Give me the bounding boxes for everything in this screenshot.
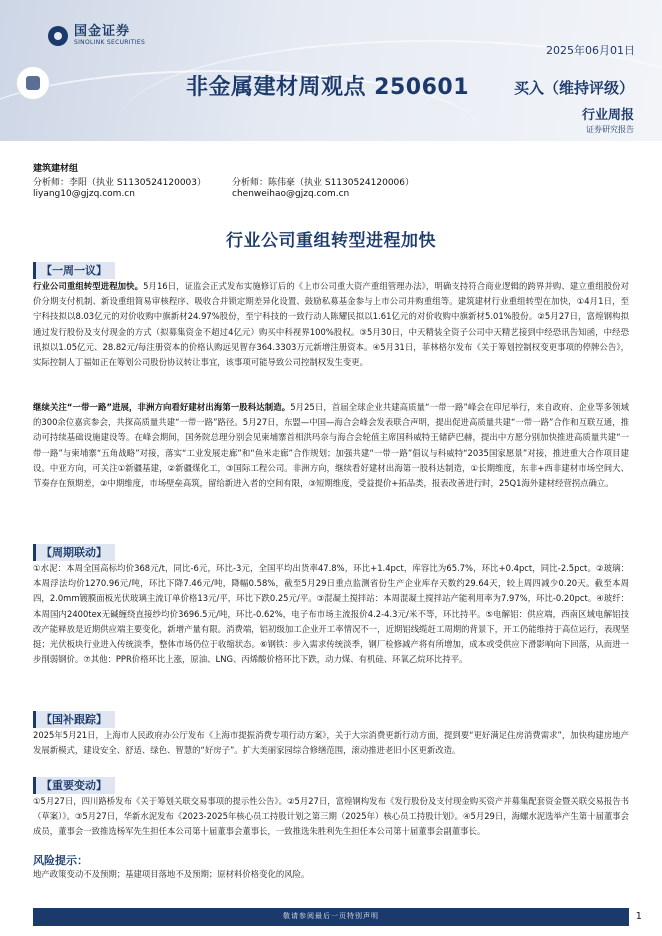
footer-bar (33, 908, 629, 926)
paragraph-subsidy: 2025年5月21日，上海市人民政府办公厅发布《上海市提振消费专项行动方案》，关于大宗消费更新行动方面，提到要“更好满足住房消费需求”，加快构建房地产发展新模式，建设安全、舒适、绿色、智慧的“好房子”。扩大美丽家园综合修缮范围，滚动推进老旧小区更新改造。 (33, 730, 629, 756)
section-key-changes: 【重要变动】 (33, 777, 115, 794)
report-date: 2025年06月01日 (546, 44, 635, 57)
paragraph-cycle: ①水泥：本周全国高标均价368元/t，同比-6元，环比-3元，全国平均出货率47.8%，环比+1.4pct，库容比为65.7%，环比+0.4pct，同比-2.5pct。②玻璃：本周浮法均价1270.96元/吨，环比下降7.46元/吨，降幅0.58%，截至5月29日重点监测省份生产企业库存天数约29.64天，较上周四减少0.20天。截至本周四，2.0mm镀膜面板光伏玻璃主流订单价格13元/平，环比下跌0.25元/平。③混凝土搅拌站：本周混凝土搅拌站产能利用率为7.97%，环比-0.20pct。④玻纤：本周国内2400tex无碱缠绕直接纱均价3696.5元/吨，环比-0.62%，电子布市场主流报价4.2-4.3元/米不等，环比持平。⑤电解铝：供应端，西南区域电解铝技改产能释放是近期供应端主要变化，新增产量有限。消费端，铝初级加工企业开工率情况不一，近期铝线缆赶工周期的背景下，开工仍能维持于高位运行，表现坚挺；光伏板块行业进入传统淡季，整体市场仍位于收缩状态。⑥钢铁：步入需求传统淡季，钢厂检修减产将有所增加，成本或受供应下滑影响向下回落，从而进一步削弱钢价。⑦其他：PPR价格环比上涨，原油、LNG、丙烯酸价格环比下跌，动力煤、有机硅、环氧乙烷环比持平。 (33, 563, 629, 665)
paragraph-lead: 行业公司重组转型进程加快。 (33, 281, 144, 291)
report-title: 非金属建材周观点 250601 (186, 75, 470, 100)
report-subtitle: 证券研究报告 (586, 125, 634, 134)
risk-heading: 风险提示： (33, 854, 88, 867)
logo-icon (48, 26, 68, 46)
paragraph-body: 5月16日，证监会正式发布实施修订后的《上市公司重大资产重组管理办法》，明确支持符合商业逻辑的跨界并购、建立重组股份对价分期支付机制、新设重组简易审核程序、吸收合并锁定期差异化设置、鼓励私募基金参与上市公司并购重组等。建筑建材行业重组转型在加快，①4月1日，至宁科技拟以8.03亿元的对价收购中旗新材24.97%股份，至宁科技的一致行动人陈耀民拟以1.61亿元的对价收购中旗新材5.01%股份。②5月27日，富煌钢构拟通过发行股份及支付现金的方式（拟募集资金不超过4亿元）购买中科视界100%股权。③5月30日，中天精装全资子公司中天精艺接到中经恐讯告知函，中经恐讯拟以1.05亿元、28.82元/每注册资本的价格认购远见智存364.3303万元新增注册资本。④5月31日，菲林格尔发布《关于筹划控制权变更事项的停牌公告》，实际控制人丁福如正在筹划公司股份协议转让事宜，该事项可能导致公司控制权发生变更。 (33, 281, 630, 368)
analyst-2-email[interactable]: chenweihao@gjzq.com.cn (232, 189, 350, 199)
section-cycle-linkage: 【周期联动】 (33, 544, 115, 561)
team-name: 建筑建材组 (33, 164, 79, 174)
analyst-2: 分析师：陈伟豪（执业 S1130524120006） (232, 178, 415, 188)
report-header (0, 0, 662, 141)
section-weekly-topic: 【一周一议】 (33, 262, 115, 279)
page-number: 1 (635, 911, 642, 922)
analyst-1-email[interactable]: liyang10@gjzq.com.cn (33, 189, 135, 199)
report-type: 行业周报 (581, 108, 634, 123)
document-title: 行业公司重组转型进程加快 (226, 231, 436, 251)
disclaimer-note: 敬请参阅最后一页特别声明 (283, 912, 379, 920)
paragraph-belt-road (33, 400, 629, 491)
rating-label: 买入（维持评级） (513, 79, 634, 97)
paragraph-body: 5月25日，首届全球企业共建高质量“一带一路”峰会在印尼举行，来自政府、企业等多领域的300余位嘉宾参会，共探高质量共建“一带一路”路径。5月27日，东盟—中国—海合会峰会发表联合声明，提出促进高质量共建“一带一路”合作和互联互通，推动可持续基础设施建设等。在峰会期间，国务院总理分别会见柬埔寨首相洪玛奈与海合会轮值主席国科威特王储萨巴赫，提出中方愿分别加快推进高质量共建“一带一路”与柬埔寨“五角战略”对接，落实“工业发展走廊”和“鱼米走廊”合作规划；加强共建“一带一路”倡议与科威特“2035国家愿景”对接，推进重大合作项目建设。中亚方向，可关注①新疆基建，②新疆煤化工，③国际工程公司。非洲方向，继续看好建材出海第一股科达制造，①长期维度，东非+西非建材市场空间大、节奏存在预期差，②中期维度，市场壁垒高筑，留给新进入者的空间有限，③短期维度，受益提价+拓品类，报表改善进行时，25Q1海外建材经营拐点确立。 (33, 402, 629, 489)
paragraph-changes: ①5月27日，四川路桥发布《关于筹划关联交易事项的提示性公告》。②5月27日，富煌钢构发布《发行股份及支付现金购买资产并募集配套资金暨关联交易报告书（草案）》。③5月27日，华新水泥发布《2023-2025年核心员工持股计划之第三期（2025年）核心员工持股计划》。④5月29日，海螺水泥选举产生第十届董事会成员，董事会一致推选杨军先生担任本公司第十届董事会董事长，一致推选朱胜利先生担任本公司第十届董事会副董事长。 (33, 796, 629, 837)
section-subsidy-tracking: 【国补跟踪】 (33, 711, 115, 728)
logo-en-text: SINOLINK SECURITIES (74, 39, 146, 46)
paragraph-lead: 继续关注“一带一路”进展，非洲方向看好建材出海第一股科达制造。 (33, 402, 291, 412)
analyst-1: 分析师：李阳（执业 S1130524120003） (33, 178, 207, 188)
paragraph-restructuring (33, 279, 629, 370)
sinolink-logo (48, 25, 145, 46)
badge-icon (16, 66, 50, 100)
logo-cn-text: 国金证券 (74, 24, 131, 39)
paragraph-risk: 地产政策变动不及预期；基建项目落地不及预期；原材料价格变化的风险。 (33, 869, 310, 879)
